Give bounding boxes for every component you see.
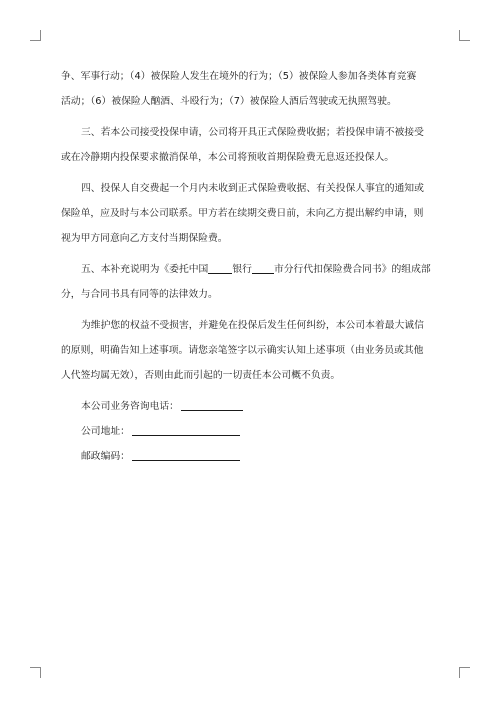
phone-blank[interactable] [181, 399, 243, 411]
postcode-label: 邮政编码： [81, 451, 130, 462]
text-line: 三、若本公司接受投保申请，公司将开具正式保险费收据；若投保申请不被接受 [81, 127, 424, 138]
clause-five [61, 257, 439, 307]
bank-name-blank[interactable] [208, 262, 232, 274]
crop-mark-top-left [30, 30, 41, 41]
phone-label: 本公司业务咨询电话： [81, 401, 179, 412]
document-body [61, 64, 439, 469]
text-line [61, 257, 439, 282]
postcode-field-row [61, 444, 439, 469]
text-segment: 五、本补充说明为《委托中国 [81, 264, 209, 275]
phone-field-row [61, 394, 439, 419]
text-line: 或在冷静期内投保要求撤消保单，本公司将预收首期保险费无息返还投保人。 [61, 152, 395, 163]
clause-exclusions-continued [61, 64, 439, 114]
crop-mark-bottom-left [30, 667, 41, 678]
text-line: 的原则，明确告知上述事项。请您亲笔签字以示确实认知上述事项（由业务员或其他 [61, 345, 424, 356]
text-line: 保险单，应及时与本公司联系。甲方若在续期交费日前，未向乙方提出解约申请，则 [61, 208, 424, 219]
text-line: 为维护您的权益不受损害，并避免在投保后发生任何纠纷，本公司本着最大诚信 [81, 320, 424, 331]
address-field-row [61, 419, 439, 444]
postcode-blank[interactable] [132, 449, 240, 461]
text-segment: 市分行代扣保险费合同书》的组成部 [273, 264, 431, 275]
crop-mark-bottom-right [459, 667, 470, 678]
address-blank[interactable] [132, 424, 240, 436]
text-line: 分，与合同书具有同等的法律效力。 [61, 289, 218, 300]
text-line: 视为甲方同意向乙方支付当期保险费。 [61, 233, 228, 244]
text-line: 四、投保人自交费起一个月内未收到正式保险费收据、有关投保人事宜的通知或 [81, 183, 424, 194]
clause-three [61, 120, 439, 170]
crop-mark-top-right [459, 30, 470, 41]
text-line: 人代签均属无效），否则由此而引起的一切责任本公司概不负责。 [61, 370, 341, 381]
disclaimer-paragraph [61, 313, 439, 388]
clause-four [61, 176, 439, 251]
text-line: 活动；（6）被保险人酗酒、斗殴行为；（7）被保险人酒后驾驶或无执照驾驶。 [61, 96, 397, 107]
address-label: 公司地址： [81, 426, 130, 437]
text-segment: 银行 [232, 264, 252, 275]
city-name-blank[interactable] [252, 262, 274, 274]
text-line: 争、军事行动；（4）被保险人发生在境外的行为；（5）被保险人参加各类体育竞赛 [61, 71, 417, 82]
